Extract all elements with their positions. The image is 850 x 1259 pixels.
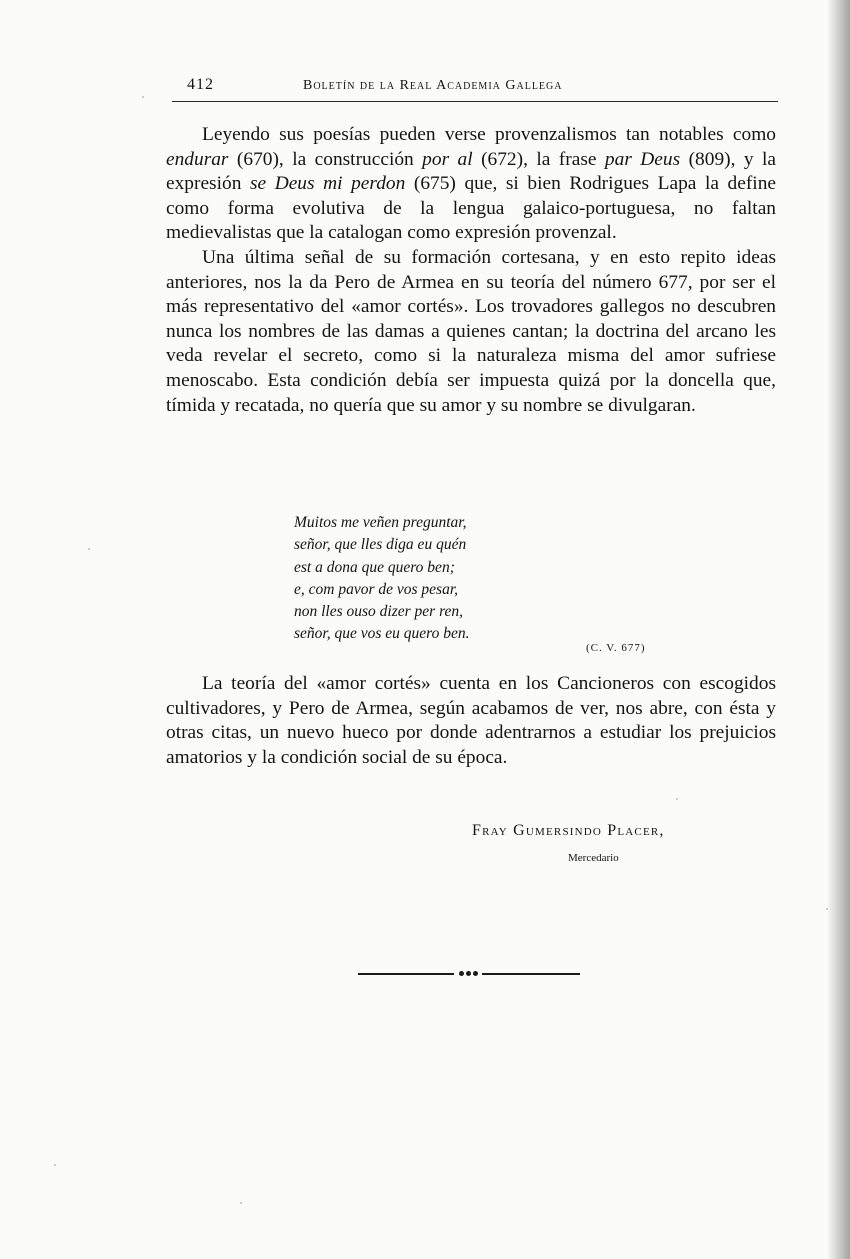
page-header [187,74,777,100]
paragraph-2 [166,246,776,418]
ornament-rule-right [482,973,580,975]
closing-text [166,672,776,770]
verse-line: Muitos me veñen preguntar, [294,514,467,531]
running-title: Boletín de la Real Academia Gallega [303,78,563,93]
main-text [166,123,776,418]
scan-speck [826,908,828,910]
scan-speck [240,1202,242,1204]
ornament-dots [454,969,482,977]
closing-paragraph: La teoría del «amor cortés» cuenta en los Cancioneros con escogidos cultivadores, y Pero de Armea, según acabamos de ver, nos abre, con ésta y otras citas, un nuevo hueco por donde adentrarnos a estudiar los prejuicios amatorios y la condición social de su época. [166,673,776,768]
scanned-page-edge [828,0,850,1259]
verse-line: non lles ouso dizer per ren, [294,603,464,621]
author-affiliation: Mercedario [568,852,619,864]
scan-speck [54,1164,56,1166]
header-rule [172,101,778,102]
section-end-ornament [358,966,580,980]
verse-line: est a dona que quero ben; [294,558,455,576]
ornament-dot [459,971,464,976]
text-run: Una última señal de su formación cortesana, y en esto repito ideas anteriores, nos la da Pero de Armea en su teoría del número 677, por ser el más representativo del «amor cortés». Los trovadores gallegos no descubren nunca los nombres de las damas a quienes cantan; la doctrina del arcano les veda revelar el secreto, como si la naturaleza misma del amor sufriese menoscabo. Esta condición debía ser impuesta quizá por la doncella que, tímida y recatada, no quería que su amor y su nombre se divulgaran. [166,246,776,416]
verse-line: señor, que vos eu quero ben. [294,625,470,643]
verse-quote [294,512,470,646]
ornament-dot [473,971,478,976]
text-run: (675) que, si bien Rodrigues Lapa la define como forma evolutiva de la lengua galaico-portuguesa, no faltan medievalistas que la catalogan como expresión provenzal. [166,173,776,244]
text-run: (670), la construcción [228,148,423,170]
scan-speck [676,798,678,800]
italic-term: se Deus mi perdon [249,173,406,195]
ornament-dot [466,971,471,976]
italic-term: por al [422,148,473,170]
italic-term: endurar [166,148,229,170]
verse-line: e, com pavor de vos pesar, [294,580,459,598]
page-number: 412 [187,76,214,93]
text-run: (672), la frase [472,148,605,170]
paragraph-1 [166,123,776,246]
ornament-rule-left [358,973,454,975]
verse-line: señor, que lles diga eu quén [294,536,467,554]
scan-speck [88,548,90,550]
italic-term: par Deus [604,148,681,170]
text-run: Leyendo sus poesías pueden verse provenzalismos tan notables como [202,124,776,145]
author-signature: Fray Gumersindo Placer, [472,822,665,839]
text-run: (809), y la expresión [166,148,777,195]
scan-speck [142,96,144,98]
verse-citation: (C. V. 677) [586,642,646,654]
